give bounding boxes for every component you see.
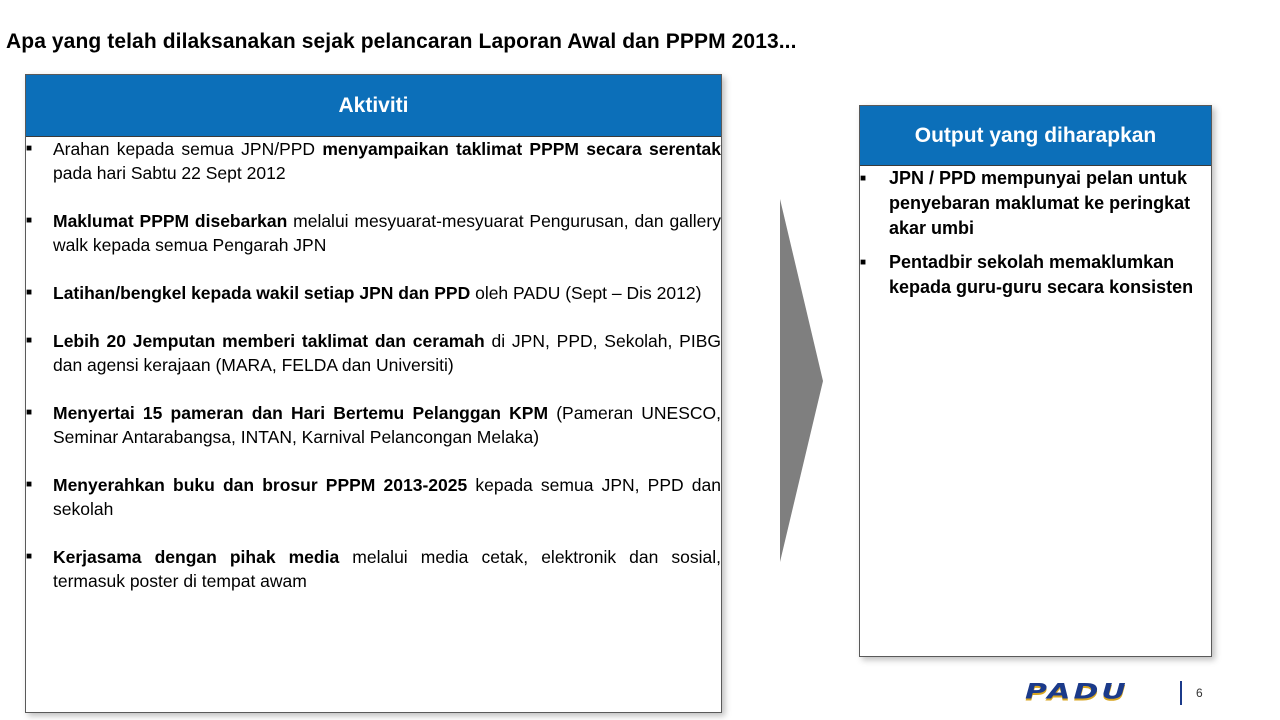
list-item xyxy=(26,545,721,593)
square-bullet-icon: ■ xyxy=(26,407,33,418)
list-item xyxy=(860,250,1211,300)
item-text: melalui media cetak, elektronik dan sosial, termasuk poster di tempat awam xyxy=(53,547,721,591)
item-text: kepada semua JPN, PPD dan sekolah xyxy=(53,475,721,519)
square-bullet-icon: ■ xyxy=(26,143,33,154)
padu-logo: PADU xyxy=(1025,678,1129,705)
output-list xyxy=(860,166,1211,300)
item-text: di JPN, PPD, Sekolah, PIBG dan agensi kerajaan (MARA, FELDA dan Universiti) xyxy=(53,331,721,375)
slide-title: Apa yang telah dilaksanakan sejak pelancaran Laporan Awal dan PPPM 2013... xyxy=(6,30,797,53)
item-text: (Pameran UNESCO, Seminar Antarabangsa, INTAN, Karnival Pelancongan Melaka) xyxy=(53,403,721,447)
square-bullet-icon: ■ xyxy=(26,551,33,562)
item-bold-text: Menyertai 15 pameran dan Hari Bertemu Pelanggan KPM xyxy=(53,403,549,423)
square-bullet-icon: ■ xyxy=(860,257,867,268)
item-bold-text: menyampaikan taklimat PPPM secara serentak xyxy=(322,139,721,159)
list-item xyxy=(26,473,721,521)
item-text: JPN / PPD mempunyai pelan untuk penyebaran maklumat ke peringkat akar umbi xyxy=(889,168,1191,238)
item-text: melalui mesyuarat-mesyuarat Pengurusan, dan gallery walk kepada semua Pengarah JPN xyxy=(53,211,721,255)
square-bullet-icon: ■ xyxy=(860,173,867,184)
list-item xyxy=(860,166,1211,241)
activities-panel xyxy=(25,74,722,713)
item-bold-text: Menyerahkan buku dan brosur PPPM 2013-2025 xyxy=(53,475,468,495)
chevron-arrow-icon xyxy=(780,199,823,562)
item-text: Pentadbir sekolah memaklumkan kepada guru-guru secara konsisten xyxy=(889,252,1194,297)
item-text: pada hari Sabtu 22 Sept 2012 xyxy=(53,163,286,183)
square-bullet-icon: ■ xyxy=(26,479,33,490)
square-bullet-icon: ■ xyxy=(26,215,33,226)
square-bullet-icon: ■ xyxy=(26,335,33,346)
list-item xyxy=(26,329,721,377)
output-header: Output yang diharapkan xyxy=(860,106,1211,166)
chevron-arrow-shape xyxy=(780,199,823,562)
list-item xyxy=(26,281,721,305)
item-bold-text: Maklumat PPPM disebarkan xyxy=(53,211,288,231)
output-panel xyxy=(859,105,1212,657)
activities-header: Aktiviti xyxy=(26,75,721,137)
list-item xyxy=(26,209,721,257)
item-bold-text: Kerjasama dengan pihak media xyxy=(53,547,340,567)
list-item xyxy=(26,137,721,185)
list-item xyxy=(26,401,721,449)
item-bold-text: Latihan/bengkel kepada wakil setiap JPN dan PPD xyxy=(53,283,471,303)
item-text: Arahan kepada semua JPN/PPD xyxy=(53,139,323,159)
activities-list xyxy=(26,137,721,593)
item-bold-text: Lebih 20 Jemputan memberi taklimat dan ceramah xyxy=(53,331,485,351)
page-number: 6 xyxy=(1196,686,1203,700)
square-bullet-icon: ■ xyxy=(26,287,33,298)
footer-divider xyxy=(1180,681,1182,705)
item-text: oleh PADU (Sept – Dis 2012) xyxy=(470,283,702,303)
